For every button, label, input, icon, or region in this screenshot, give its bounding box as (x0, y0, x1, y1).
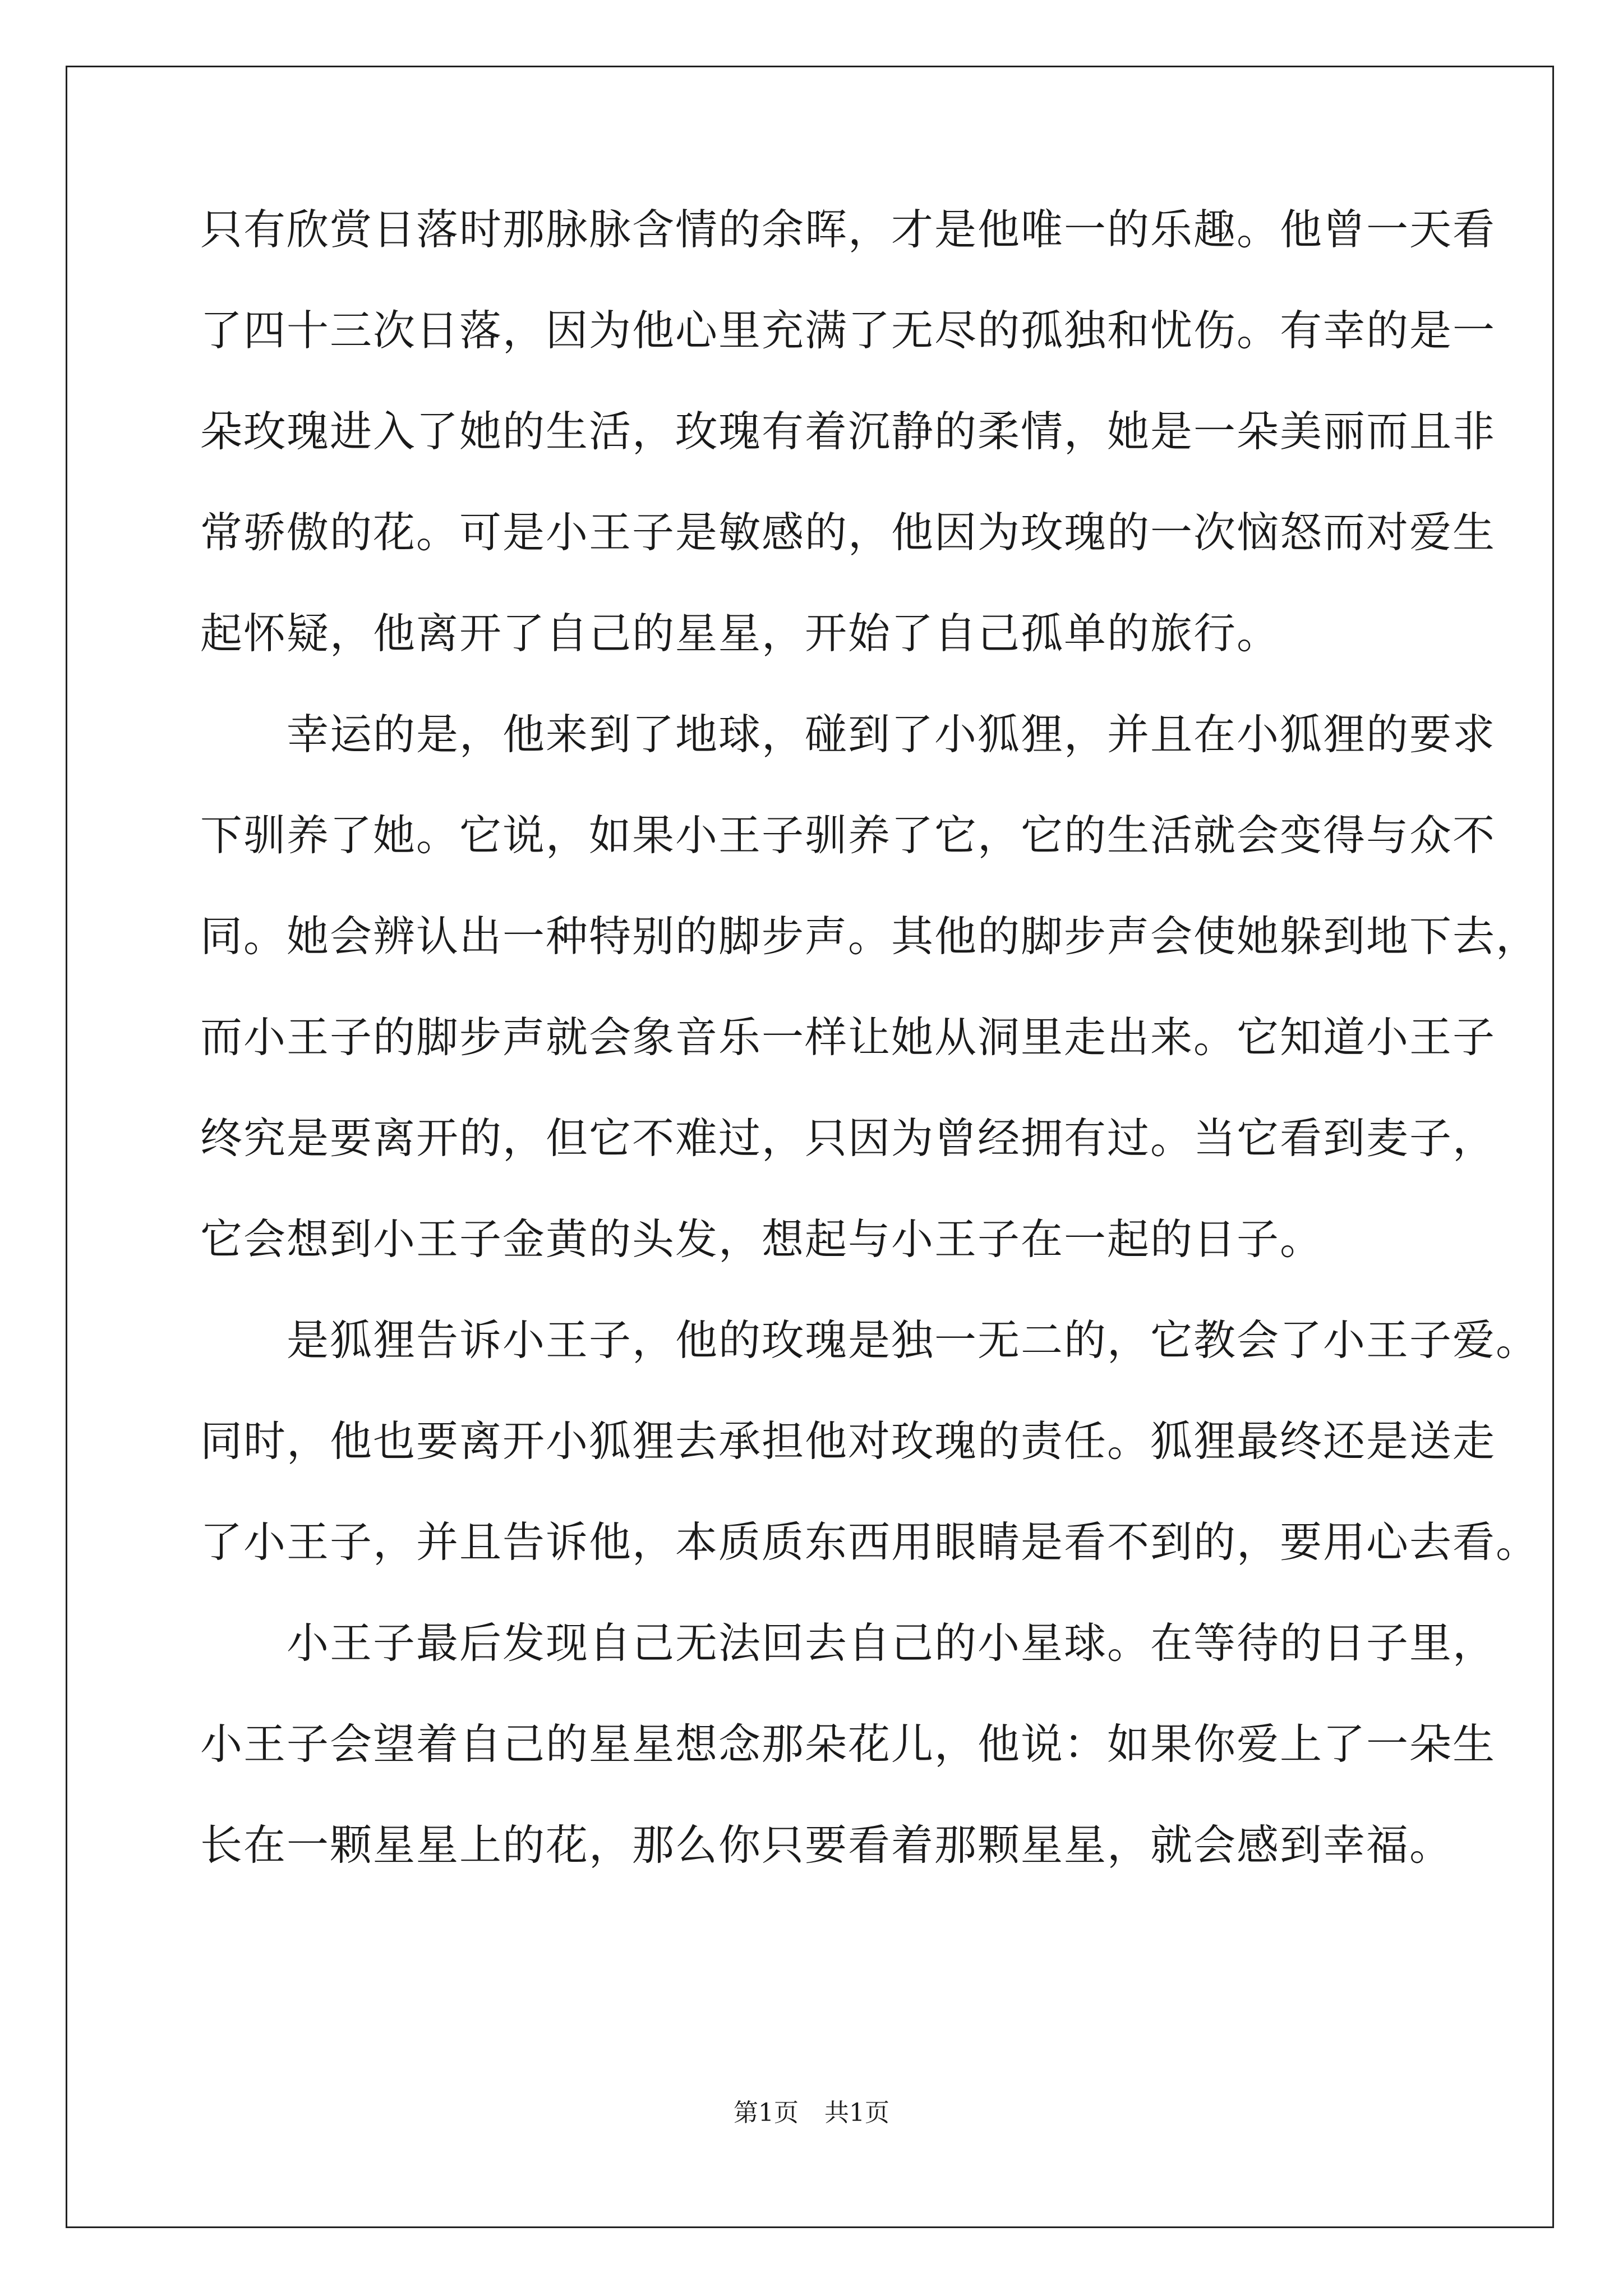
text-line: 小王子会望着自己的星星想念那朵花儿，他说：如果你爱上了一朵生 (200, 1719, 1496, 1769)
text-line: 起怀疑，他离开了自己的星星，开始了自己孤单的旅行。 (200, 609, 1280, 658)
text-line: 朵玫瑰进入了她的生活，玫瑰有着沉静的柔情，她是一朵美丽而且非 (200, 407, 1496, 456)
text-line: 常骄傲的花。可是小王子是敏感的，他因为玫瑰的一次恼怒而对爱生 (200, 508, 1496, 557)
text-line: 是狐狸告诉小王子，他的玫瑰是独一无二的，它教会了小王子爱。 (200, 1315, 1539, 1365)
text-line: 下驯养了她。它说，如果小王子驯养了它，它的生活就会变得与众不 (200, 811, 1496, 860)
text-line: 小王子最后发现自己无法回去自己的小星球。在等待的日子里， (200, 1618, 1496, 1668)
text-line: 幸运的是，他来到了地球，碰到了小狐狸，并且在小狐狸的要求 (200, 710, 1496, 759)
document-body (200, 205, 1539, 1925)
text-line: 长在一颗星星上的花，那么你只要看着那颗星星，就会感到幸福。 (200, 1820, 1453, 1870)
text-line: 了小王子，并且告诉他，本质质东西用眼睛是看不到的，要用心去看。 (200, 1517, 1539, 1567)
text-line: 而小王子的脚步声就会象音乐一样让她从洞里走出来。它知道小王子 (200, 1013, 1496, 1062)
text-line: 终究是要离开的，但它不难过，只因为曾经拥有过。当它看到麦子， (200, 1114, 1496, 1163)
text-line: 只有欣赏日落时那脉脉含情的余晖，才是他唯一的乐趣。他曾一天看 (200, 205, 1496, 254)
text-line: 它会想到小王子金黄的头发，想起与小王子在一起的日子。 (200, 1214, 1324, 1264)
text-line: 同。她会辨认出一种特别的脚步声。其他的脚步声会使她躲到地下去， (200, 912, 1539, 961)
page-footer (0, 2099, 1623, 2127)
page-number-current: 第1页 (734, 2099, 799, 2127)
text-line: 同时，他也要离开小狐狸去承担他对玫瑰的责任。狐狸最终还是送走 (200, 1416, 1496, 1466)
page-number-total: 共1页 (824, 2099, 889, 2127)
text-line: 了四十三次日落，因为他心里充满了无尽的孤独和忧伤。有幸的是一 (200, 306, 1496, 355)
